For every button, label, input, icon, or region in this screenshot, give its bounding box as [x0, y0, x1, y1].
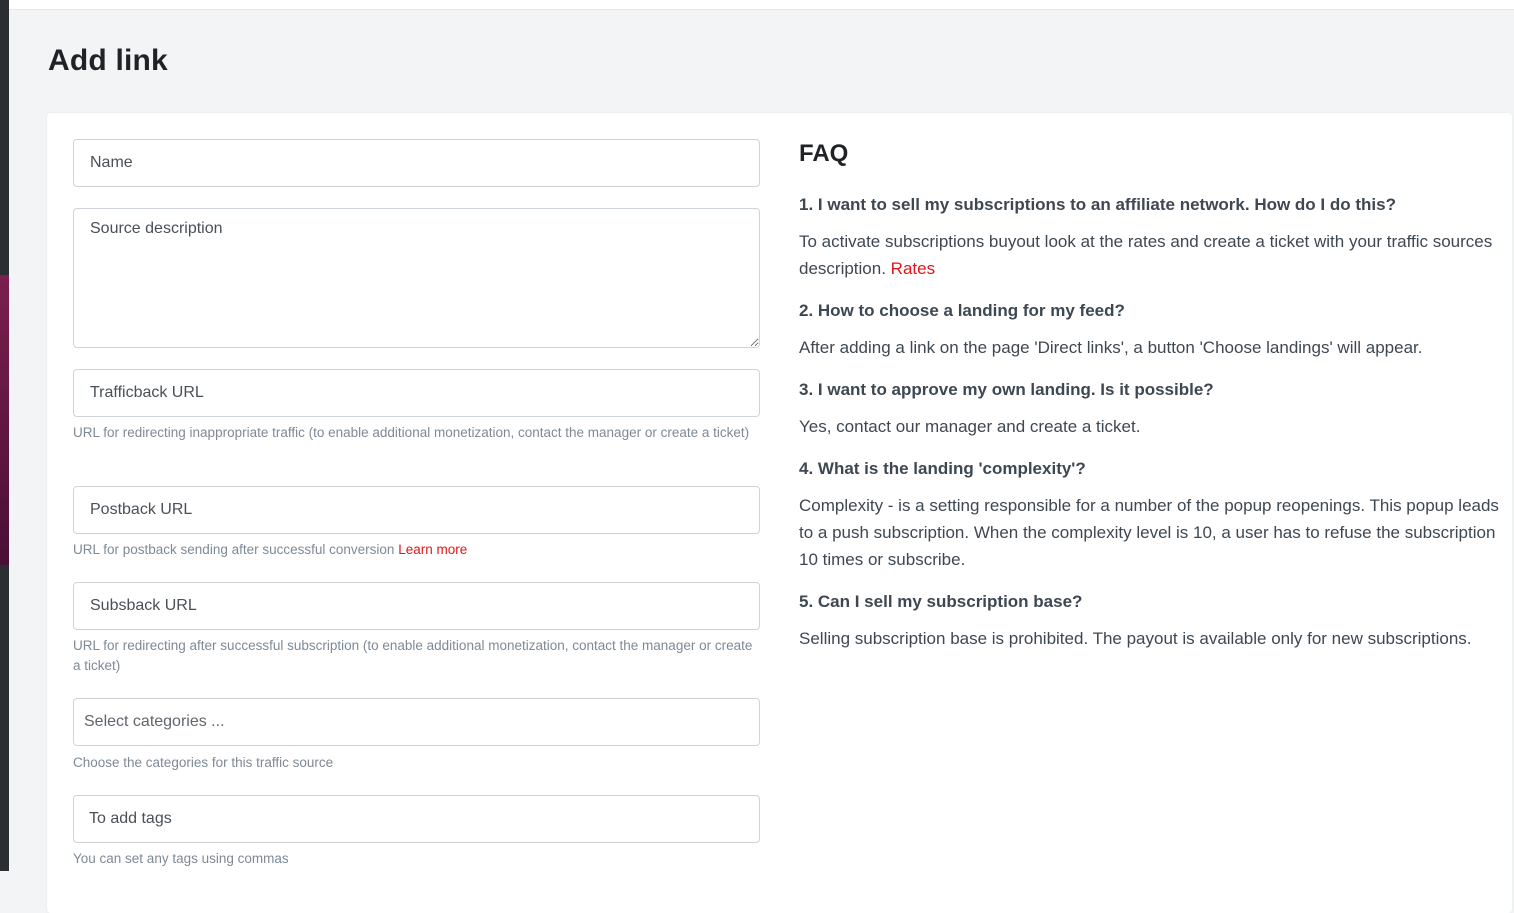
subsback-help-text: URL for redirecting after successful subscription (to enable additional monetization, contact the manager or create a ticket) [73, 638, 753, 673]
faq-item [799, 194, 1499, 282]
faq-question: 1. I want to sell my subscriptions to an affiliate network. How do I do this? [799, 195, 1396, 214]
faq-title: FAQ [799, 140, 849, 167]
postback-help [73, 540, 753, 560]
categories-placeholder: Select categories ... [84, 713, 225, 730]
faq-question: 3. I want to approve my own landing. Is it possible? [799, 380, 1214, 399]
categories-help-text: Choose the categories for this traffic source [73, 755, 334, 770]
faq-answer-text: To activate subscriptions buyout look at the rates and create a ticket with your traffic sources description. [799, 232, 1493, 278]
tags-input[interactable] [73, 795, 760, 843]
tags-help-text: You can set any tags using commas [73, 851, 289, 866]
postback-learn-more-link[interactable]: Learn more [398, 542, 468, 557]
faq-item [799, 379, 1499, 440]
faq-section [799, 140, 1499, 670]
categories-select[interactable] [73, 698, 760, 746]
postback-url-input[interactable] [73, 486, 760, 534]
faq-answer: After adding a link on the page 'Direct links', a button 'Choose landings' will appear. [799, 338, 1423, 357]
trafficback-help-text: URL for redirecting inappropriate traffic (to enable additional monetization, contact the manager or create a ticket) [73, 425, 750, 440]
faq-question: 5. Can I sell my subscription base? [799, 592, 1083, 611]
faq-question: 4. What is the landing 'complexity'? [799, 459, 1086, 478]
trafficback-url-input[interactable] [73, 369, 760, 417]
faq-answer: Selling subscription base is prohibited. The payout is available only for new subscriptions. [799, 629, 1472, 648]
subsback-url-input[interactable] [73, 582, 760, 630]
faq-question: 2. How to choose a landing for my feed? [799, 301, 1125, 320]
source-description-textarea[interactable] [73, 208, 760, 348]
top-bar [9, 0, 1514, 10]
faq-answer: Yes, contact our manager and create a ticket. [799, 417, 1141, 436]
rates-link[interactable]: Rates [890, 259, 936, 278]
postback-help-text: URL for postback sending after successful conversion [73, 542, 395, 557]
sidebar-active-accent [0, 275, 9, 565]
faq-item [799, 591, 1499, 652]
faq-answer [799, 228, 1499, 282]
faq-answer: Complexity - is a setting responsible for a number of the popup reopenings. This popup leads to a push subscription. When the complexity level is 10, a user has to refuse the subscription 10 times or subscribe. [799, 496, 1499, 569]
name-input[interactable] [73, 139, 760, 187]
faq-item [799, 458, 1499, 573]
left-sidebar-strip [0, 0, 9, 871]
page-title: Add link [48, 44, 168, 77]
faq-item [799, 300, 1499, 361]
